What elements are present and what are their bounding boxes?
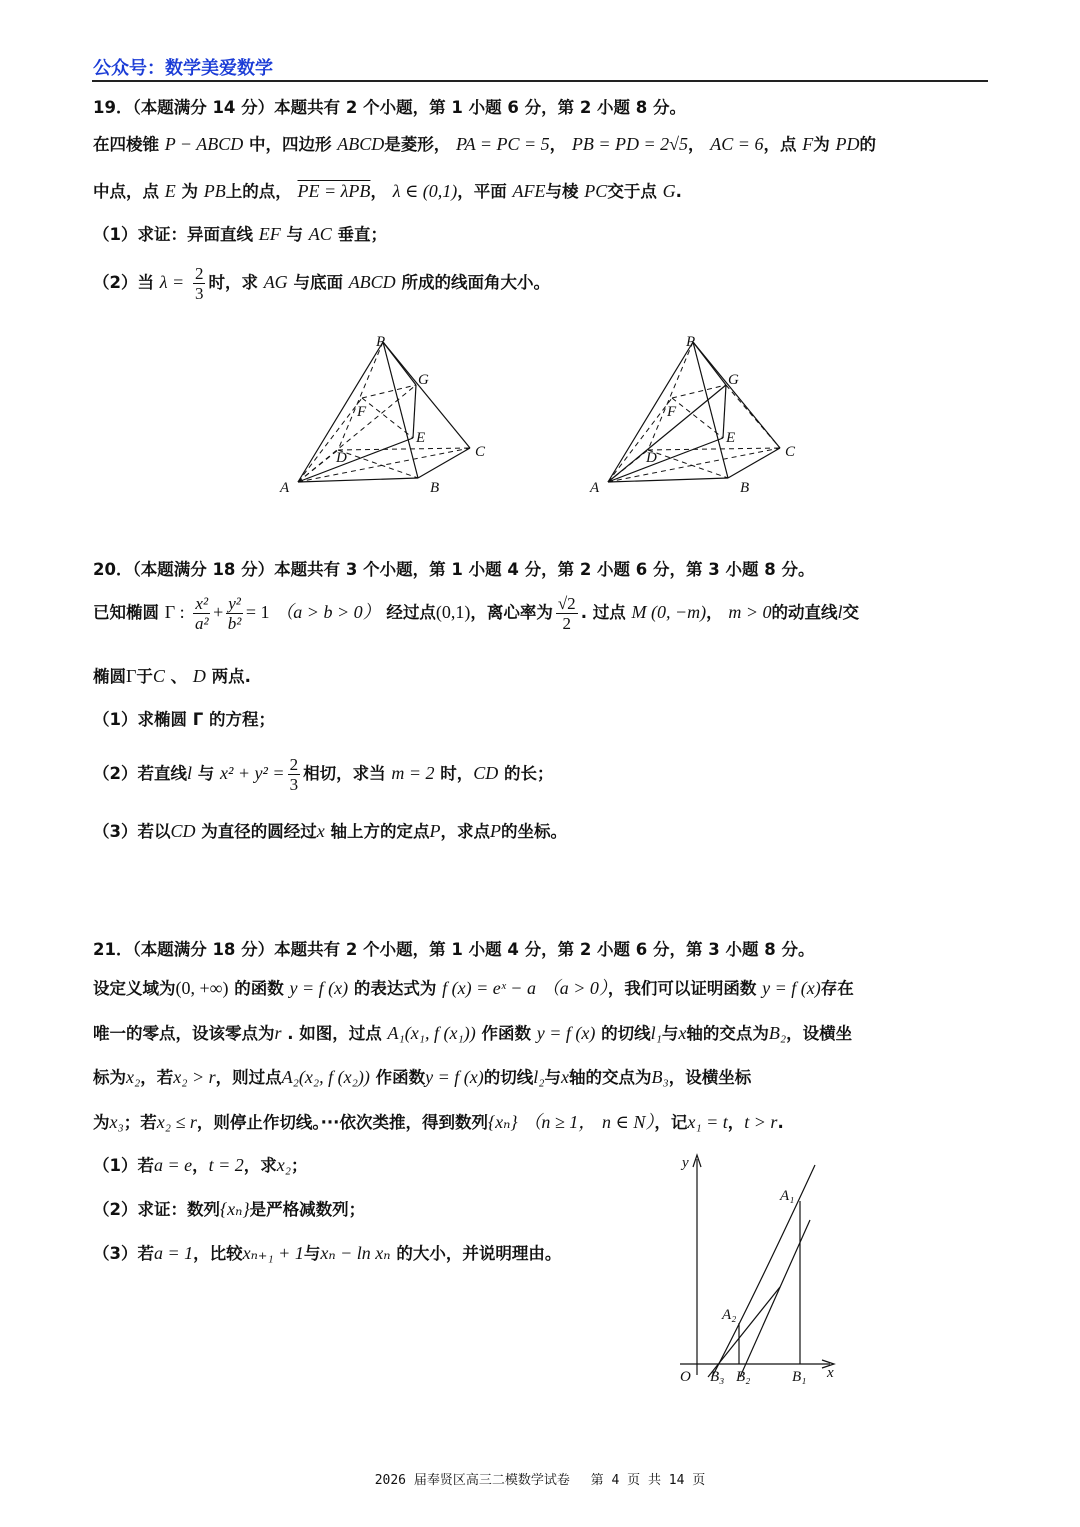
q20-line2 xyxy=(93,663,251,687)
q19-p2num: 2 xyxy=(194,264,204,283)
q19-l1c: 是菱形， xyxy=(384,135,451,154)
q21-l2g: ，设横坐 xyxy=(786,1024,853,1043)
q19-l2g: 交于点 xyxy=(607,182,657,201)
q21-l3m5: l₂ xyxy=(533,1067,545,1087)
q19-p2a: （2）当 xyxy=(93,273,154,292)
q20-title: 20．（本题满分 18 分）本题共有 3 个小题，第 1 小题 4 分，第 2 小题 6 分，第 3 小题 8 分。 xyxy=(93,560,815,579)
q19-l1d: ， xyxy=(549,135,567,154)
q20-l1e: ， xyxy=(706,603,723,622)
fig19a-label-A: A xyxy=(280,480,290,496)
q21-line4 xyxy=(93,1108,784,1134)
q21-l3e: 的切线 xyxy=(483,1068,534,1087)
q20-p3m4: P xyxy=(490,821,501,841)
q21-l2m4: l₁ xyxy=(650,1023,662,1043)
q20-f2num: y² xyxy=(228,594,241,613)
q21-l2c: 作函数 xyxy=(481,1024,532,1043)
q21-l1m2: y = f (x) xyxy=(289,978,349,998)
q19-l1m2: ABCD xyxy=(337,134,385,154)
fig19a-label-G: G xyxy=(418,372,429,388)
q19-p1c: 垂直； xyxy=(337,225,387,244)
q19-line2 xyxy=(93,178,682,202)
q21-l1e: 存在 xyxy=(820,979,854,998)
q20-p2den: 3 xyxy=(289,775,299,794)
q20-cond: （a > b > 0） xyxy=(275,602,381,622)
q20-l1a: 已知椭圆 xyxy=(93,603,159,622)
page-footer: 2026 届奉贤区高三二模数学试卷 第 4 页 共 14 页 xyxy=(374,1473,706,1488)
q20-l2m3: D xyxy=(192,666,206,686)
q21-l3g: 轴的交点为 xyxy=(569,1068,652,1087)
q21-l4m7: t > r xyxy=(744,1112,778,1132)
q19-l2m5: AFE xyxy=(512,181,546,201)
q20-p3m2: x xyxy=(316,821,325,841)
q21-l2m6: B₂ xyxy=(768,1023,787,1043)
q19-title: 19．（本题满分 14 分）本题共有 2 个小题，第 1 小题 6 分，第 2 小题 8 分。 xyxy=(93,98,687,117)
q20-l1c: ，离心率为 xyxy=(470,603,553,622)
q20-l1m5: l xyxy=(837,602,843,622)
q21-l3m1: x₂ xyxy=(126,1067,141,1087)
fig19b-label-P: P xyxy=(686,334,696,350)
q19-p2d: 所成的线面角大小。 xyxy=(401,273,550,292)
q21-p3c: 与 xyxy=(303,1244,321,1263)
q21-p3m3: xₙ − ln xₙ xyxy=(320,1243,391,1263)
fig19b-label-C: C xyxy=(785,444,796,460)
fig19b-label-F: F xyxy=(667,404,677,420)
q20-p2c: 相切，求当 xyxy=(303,764,386,783)
q19-line1 xyxy=(93,131,876,155)
q20-frac-ecc xyxy=(556,594,578,633)
q19-l1g: 为 xyxy=(813,135,830,154)
fig21-label-y: y xyxy=(682,1155,689,1171)
q21-l4e: ， xyxy=(727,1113,745,1132)
q21-l2a: 唯一的零点，设该零点为 xyxy=(93,1024,275,1043)
q21-p1m1: a = e xyxy=(153,1155,193,1175)
fig19b-label-D: D xyxy=(646,450,657,466)
q19-l2m1: E xyxy=(164,181,176,201)
q19-part2 xyxy=(93,264,550,303)
q21-p2b: 是严格减数列； xyxy=(249,1200,366,1219)
q20-l2m1: Γ xyxy=(126,666,137,686)
q21-l3m3: A₂(x₂, f (x₂)) xyxy=(281,1067,370,1087)
q20-p3c: 轴上方的定点 xyxy=(330,822,430,841)
q19-pyramid-figure-left xyxy=(270,330,500,500)
q19-l1a: 在四棱锥 xyxy=(93,135,159,154)
q21-l1m3: f (x) = eˣ − a xyxy=(442,978,536,998)
q20-p2m4: CD xyxy=(473,763,499,783)
q20-p2d: 时， xyxy=(440,764,474,783)
fig19a-label-F: F xyxy=(357,404,367,420)
q19-l2b: 为 xyxy=(181,182,198,201)
q21-l4m4: （n ≥ 1， xyxy=(523,1112,597,1132)
q20-l1g: 交 xyxy=(842,603,860,622)
q20-f3num: √2 xyxy=(557,594,576,613)
q19-l1m7: PD xyxy=(835,134,860,154)
q20-f1num: x² xyxy=(195,594,209,613)
q21-l2m2: A₁(x₁, f (x₁)) xyxy=(387,1023,476,1043)
q20-p2b: 与 xyxy=(197,764,215,783)
q19-p2b: 时，求 xyxy=(208,273,258,292)
q19-l1h: 的 xyxy=(859,135,876,154)
q21-l3d: 作函数 xyxy=(375,1068,426,1087)
q21-tangent-figure xyxy=(670,1145,850,1395)
q21-l3m4: y = f (x) xyxy=(425,1067,484,1087)
q19-p2c: 与底面 xyxy=(293,273,343,292)
q20-p3d: ，求点 xyxy=(440,822,490,841)
q20-eq1: = 1 xyxy=(245,602,270,622)
q21-l1m1: (0, +∞) xyxy=(175,978,229,998)
q21-l2f: 轴的交点为 xyxy=(686,1024,769,1043)
fig19b-label-E: E xyxy=(726,430,736,446)
q19-l2m3: PE = λPB xyxy=(297,181,371,201)
q19-l2m2: PB xyxy=(203,181,226,201)
q21-l1a: 设定义域为 xyxy=(93,979,176,998)
q20-p2e: 的长； xyxy=(504,764,554,783)
q20-frac-x xyxy=(193,594,210,633)
q20-frac-y xyxy=(226,594,243,633)
q20-p2m1: l xyxy=(186,763,192,783)
q21-p1a: （1）若 xyxy=(93,1156,154,1175)
q21-l3m6: x xyxy=(561,1067,570,1087)
q20-frac-radius xyxy=(288,755,301,794)
q21-part3 xyxy=(93,1240,561,1264)
q19-part1 xyxy=(93,221,387,245)
q20-line1 xyxy=(93,594,859,633)
q21-part2 xyxy=(93,1196,365,1220)
q20-part1: （1）求椭圆 Γ 的方程； xyxy=(93,710,275,729)
q21-l2b: . 如图，过点 xyxy=(287,1024,382,1043)
q21-l1b: 的函数 xyxy=(234,979,284,998)
q20-f3den: 2 xyxy=(562,614,572,633)
q19-l1m1: P − ABCD xyxy=(164,134,244,154)
q21-p3a: （3）若 xyxy=(93,1244,154,1263)
fig21-label-B1: B₁ xyxy=(792,1369,807,1385)
q21-l3b: ，若 xyxy=(140,1068,174,1087)
q21-p3b: ，比较 xyxy=(193,1244,243,1263)
q21-p1m3: x₂ xyxy=(276,1155,292,1175)
fig21-label-B3: B₃ xyxy=(710,1369,725,1385)
q21-l1m4: （a > 0） xyxy=(541,978,608,998)
q21-l4c: ，则停止作切线。···依次类推，得到数列 xyxy=(196,1113,488,1132)
q20-p3e: 的坐标。 xyxy=(501,822,567,841)
q19-p1a: （1）求证：异面直线 xyxy=(93,225,253,244)
q19-l2e: ，平面 xyxy=(457,182,507,201)
q21-l3m7: B₃ xyxy=(651,1067,669,1087)
fig21-label-x: x xyxy=(827,1365,834,1381)
q21-p2a: （2）求证：数列 xyxy=(93,1200,220,1219)
q20-p3m1: CD xyxy=(170,821,196,841)
fig21-label-A1: A₁ xyxy=(780,1188,795,1204)
q20-l1m3: M (0, −m) xyxy=(631,602,707,622)
fig19a-label-C: C xyxy=(475,444,486,460)
q21-l3f: 与 xyxy=(544,1068,562,1087)
q20-l2a: 椭圆 xyxy=(93,667,126,686)
q20-l1b: 经过点 xyxy=(386,603,436,622)
q21-l1c: 的表达式为 xyxy=(353,979,437,998)
q20-p3b: 为直径的圆经过 xyxy=(201,822,317,841)
q19-l2c: 上的点， xyxy=(225,182,292,201)
q19-l2f: 与棱 xyxy=(545,182,579,201)
q19-l2d: ， xyxy=(370,182,387,201)
q21-p3m1: a = 1 xyxy=(153,1243,194,1263)
q21-l3a: 标为 xyxy=(93,1068,126,1087)
q21-l3h: ，设横坐标 xyxy=(668,1068,752,1087)
fig19a-label-E: E xyxy=(416,430,426,446)
q21-p3m2: xₙ₊₁ + 1 xyxy=(242,1243,304,1263)
q21-p3d: 的大小，并说明理由。 xyxy=(396,1244,562,1263)
q19-l2m4: λ ∈ (0,1) xyxy=(392,181,458,201)
q20-p2a: （2）若直线 xyxy=(93,764,187,783)
fig19b-label-B: B xyxy=(740,480,750,496)
q21-p2m1: {xₙ} xyxy=(219,1199,250,1219)
q19-l2m6: PC xyxy=(584,181,608,201)
q21-line3 xyxy=(93,1064,751,1088)
q20-p3m3: P xyxy=(429,821,441,841)
q21-l1d: ，我们可以证明函数 xyxy=(607,979,757,998)
fig19a-label-D: D xyxy=(336,450,347,466)
q21-l2d: 的切线 xyxy=(601,1024,651,1043)
q20-l2c: 、 xyxy=(170,667,188,686)
q21-p1m2: t = 2 xyxy=(208,1155,244,1175)
q21-l3m2: x₂ > r xyxy=(173,1067,216,1087)
q19-lambda-fraction xyxy=(193,264,206,303)
q21-l4m5: n ∈ N） xyxy=(602,1112,655,1132)
q21-l4m2: x₂ ≤ r xyxy=(156,1112,197,1132)
q20-p2m3: m = 2 xyxy=(391,763,435,783)
q21-l1m5: y = f (x) xyxy=(762,978,821,998)
q19-l1e: ， xyxy=(688,135,705,154)
q19-p2m2: AG xyxy=(263,272,288,292)
q20-l1m2: (0,1) xyxy=(435,602,471,622)
account-header: 公众号：数学美爱数学 xyxy=(93,58,273,79)
q19-l1m3: PA = PC = 5 xyxy=(456,134,550,154)
header-divider xyxy=(92,80,988,82)
q20-part3 xyxy=(93,818,567,842)
q20-f2den: b² xyxy=(227,614,242,633)
q21-line1 xyxy=(93,974,854,1000)
q20-l1f: 的动直线 xyxy=(771,603,838,622)
q19-l1b: 中，四边形 xyxy=(249,135,332,154)
q19-l2h: . xyxy=(675,182,682,201)
q20-l1m1: Γ : xyxy=(164,602,185,622)
q21-l4m6: x₁ = t xyxy=(687,1112,728,1132)
fig19a-label-B: B xyxy=(430,480,440,496)
q21-l4m1: x₃ xyxy=(109,1112,124,1132)
q19-l1m4: PB = PD = 2√5 xyxy=(571,134,689,154)
q19-pyramid-figure-right xyxy=(580,330,810,500)
q21-l2e: 与 xyxy=(661,1024,679,1043)
q19-l1m6: F xyxy=(802,134,814,154)
q19-p1m2: AC xyxy=(308,224,332,244)
q20-l1m4: m > 0 xyxy=(728,602,772,622)
fig21-label-A2: A₂ xyxy=(722,1307,737,1323)
q21-l4m3: {xₙ} xyxy=(487,1112,518,1132)
q20-l2m2: C xyxy=(152,666,165,686)
q20-p2m2: x² + y² = xyxy=(220,763,285,783)
q21-l2m1: r xyxy=(274,1023,282,1043)
q19-l2m7: G xyxy=(662,181,676,201)
q19-p2m3: ABCD xyxy=(348,272,396,292)
q20-p2num: 2 xyxy=(289,755,299,774)
q21-part1 xyxy=(93,1152,308,1176)
fig21-label-O: O xyxy=(680,1369,691,1385)
q20-l2d: 两点. xyxy=(211,667,251,686)
q19-l1f: ，点 xyxy=(763,135,797,154)
q20-l1d: . 过点 xyxy=(580,603,626,622)
q21-l2m5: x xyxy=(678,1023,687,1043)
q21-l4f: . xyxy=(777,1113,784,1132)
q21-p1c: ，求 xyxy=(243,1156,277,1175)
fig19a-label-P: P xyxy=(376,334,386,350)
q21-l4a: 为 xyxy=(93,1113,110,1132)
q19-l2a: 中点，点 xyxy=(93,182,159,201)
q20-plus: + xyxy=(213,602,224,622)
q21-title: 21．（本题满分 18 分）本题共有 2 个小题，第 1 小题 4 分，第 2 小题 6 分，第 3 小题 8 分。 xyxy=(93,940,815,959)
q19-p2m1: λ = xyxy=(159,272,185,292)
q19-p2den: 3 xyxy=(194,284,204,303)
q21-l4d: ，记 xyxy=(654,1113,688,1132)
q19-p1m1: EF xyxy=(258,224,281,244)
q21-p1d: ； xyxy=(291,1156,308,1175)
q21-l4b: ；若 xyxy=(123,1113,157,1132)
q20-part2 xyxy=(93,755,554,794)
q20-l2b: 于 xyxy=(136,667,153,686)
q20-p3a: （3）若以 xyxy=(93,822,171,841)
fig19b-label-A: A xyxy=(590,480,600,496)
fig19b-label-G: G xyxy=(728,372,739,388)
q21-l3c: ，则过点 xyxy=(215,1068,282,1087)
q21-p1b: ， xyxy=(192,1156,209,1175)
q21-line2 xyxy=(93,1020,852,1044)
q19-p1b: 与 xyxy=(286,225,303,244)
fig21-label-B2: B₂ xyxy=(736,1369,751,1385)
q21-l2m3: y = f (x) xyxy=(536,1023,596,1043)
q20-f1den: a² xyxy=(194,614,209,633)
q19-l1m5: AC = 6 xyxy=(710,134,764,154)
